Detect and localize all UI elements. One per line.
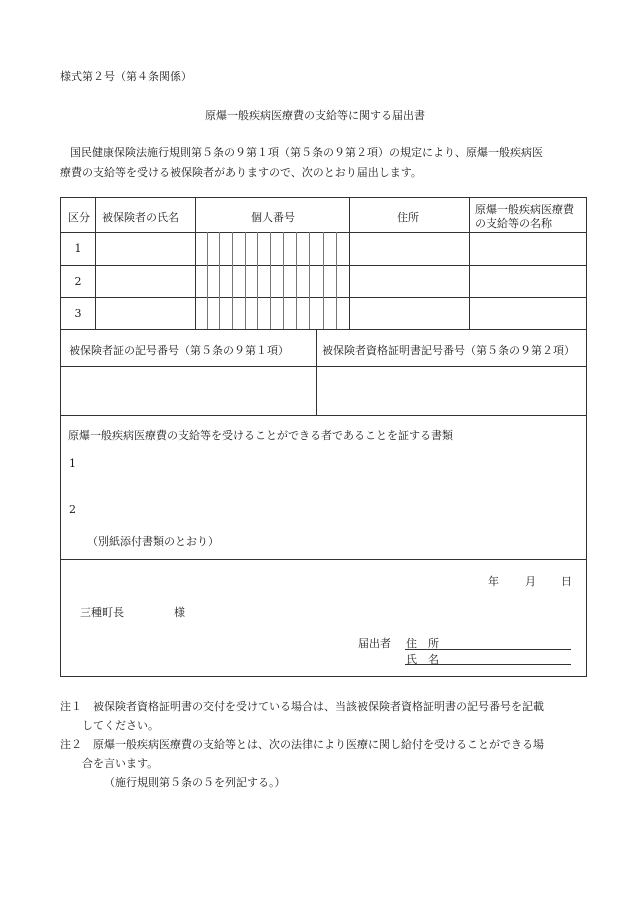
intro-text <box>60 143 590 183</box>
note-1-line-1: 注１ 被保険者資格証明書の交付を受けている場合は、当該被保険者資格証明書の記号番号を記載 <box>60 700 544 713</box>
header-kubun: 区分 <box>68 211 90 224</box>
addressee-honorific: 様 <box>174 606 185 619</box>
header-insured-name: 被保険者の氏名 <box>102 211 179 224</box>
digit-divider <box>232 232 233 329</box>
row-divider <box>61 415 586 416</box>
document-item-2: 2 <box>69 503 76 516</box>
insurance-card-number-label: 被保険者証の記号番号（第５条の９第１項） <box>69 344 289 357</box>
footnotes <box>60 697 544 792</box>
digit-divider <box>309 232 310 329</box>
digit-divider <box>283 232 284 329</box>
note-2-line-2: 合を言います。 <box>60 757 159 770</box>
documents-heading: 原爆一般疾病医療費の支給等を受けることができる者であることを証する書類 <box>68 429 453 442</box>
digit-divider <box>207 232 208 329</box>
digit-divider <box>336 232 337 329</box>
col-divider <box>469 198 470 329</box>
digit-divider <box>257 232 258 329</box>
qualification-cert-number-label: 被保険者資格証明書記号番号（第５条の９第２項） <box>322 344 575 357</box>
digit-divider <box>219 232 220 329</box>
address-underline <box>405 649 571 650</box>
row-divider <box>61 329 586 330</box>
digit-divider <box>245 232 246 329</box>
row-divider <box>61 366 586 367</box>
notification-form-table <box>60 197 587 677</box>
col-divider <box>195 198 196 329</box>
date-day: 日 <box>561 575 572 588</box>
header-address: 住所 <box>397 211 419 224</box>
note-2-line-1: 注２ 原爆一般疾病医療費の支給等とは、次の法律により医療に関し給付を受けることができる場 <box>60 738 544 751</box>
col-divider <box>95 198 96 329</box>
header-my-number: 個人番号 <box>251 211 295 224</box>
digit-divider <box>323 232 324 329</box>
intro-line-1: 国民健康保険法施行規則第５条の９第１項（第５条の９第２項）の規定により、原爆一般疾病医 <box>70 146 543 159</box>
row-number: 1 <box>74 242 82 255</box>
notifier-address-label: 住 所 <box>406 637 439 650</box>
row-divider <box>61 559 586 560</box>
notifier-label: 届出者 <box>358 637 391 650</box>
note-1-line-2: してください。 <box>60 719 159 732</box>
form-number: 様式第２号（第４条関係） <box>60 70 192 83</box>
document-item-1: 1 <box>69 457 76 470</box>
addressee: 三種町長 <box>80 606 124 619</box>
name-underline <box>405 664 571 665</box>
header-benefit-name-2: の支給等の名称 <box>475 217 552 230</box>
notifier-name-label: 氏 名 <box>406 653 439 666</box>
row-number: 3 <box>74 307 82 320</box>
intro-line-2: 療費の支給等を受ける被保険者がありますので、次のとおり届出します。 <box>60 166 422 179</box>
header-benefit-name-1: 原爆一般疾病医療費 <box>475 203 574 216</box>
digit-divider <box>270 232 271 329</box>
col-divider <box>316 329 317 415</box>
page-title: 原爆一般疾病医療費の支給等に関する届出書 <box>205 109 425 122</box>
note-2-line-3: （施行規則第５条の５を列記する。） <box>104 776 286 789</box>
digit-divider <box>296 232 297 329</box>
date-year: 年 <box>488 575 499 588</box>
attachment-note: （別紙添付書類のとおり） <box>87 535 219 548</box>
col-divider <box>349 198 350 329</box>
row-number: 2 <box>74 275 82 288</box>
date-month: 月 <box>525 575 536 588</box>
